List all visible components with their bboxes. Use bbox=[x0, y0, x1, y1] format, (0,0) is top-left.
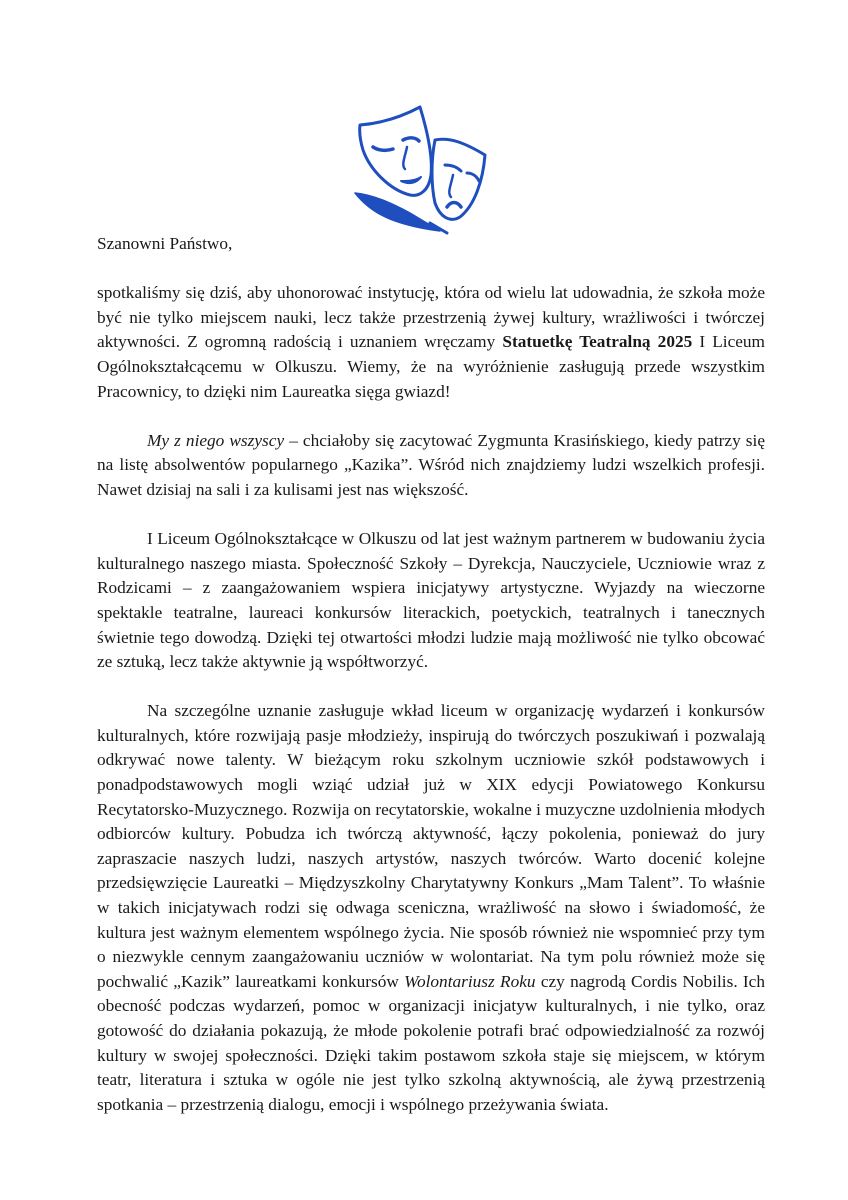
salutation: Szanowni Państwo, bbox=[97, 234, 233, 253]
bold-text: Statuetkę Teatralną 2025 bbox=[502, 332, 693, 352]
letter-body bbox=[97, 232, 765, 1142]
paragraph-text: Na szczególne uznanie zasługuje wkład liceum w organizację wydarzeń i konkursów kulturalnych, które rozwijają pasje młodzieży, inspirują do twórczych poszukiwań i pozwalają odkrywać nowe talenty. W bieżącym roku szkolnym uczniowie szkół podstawowych i ponadpodstawowych mogli wziąć udział już w XIX edycji Powiatowego Konkursu Recytatorsko-Muzycznego. Rozwija on recytatorskie, wokalne i muzyczne uzdolnienia młodych odbiorców kultury. Pobudza ich twórczą aktywność, łączy pokolenia, ponieważ do jury zapraszacie naszych ludzi, naszych artystów, naszych twórców. Warto docenić kolejne przedsięwzięcie Laureatki – Międzyszkolny Charytatywny Konkurs „Mam Talent”. To właśnie w takich inicjatywach rodzi się odwaga sceniczna, wrażliwość na słowo i świadomość, że kultura jest ważnym elementem wspólnego życia. Nie sposób również nie wspomnieć przy tym o niezwykle cennym zaangażowaniu uczniów w wolontariat. Na tym polu również może się pochwalić „Kazik” laureatkami konkursów bbox=[97, 701, 765, 991]
paragraph bbox=[97, 699, 765, 1117]
paragraph bbox=[97, 429, 765, 503]
theatre-masks-icon bbox=[335, 95, 505, 235]
italic-text: Wolontariusz Roku bbox=[404, 971, 536, 991]
paragraph-text: I Liceum Ogólnokształcące w Olkuszu od lat jest ważnym partnerem w budowaniu życia kulturalnego naszego miasta. Społeczność Szkoły – Dyrekcja, Nauczyciele, Uczniowie wraz z Rodzicami – z zaangażowaniem wspiera inicjatywy artystyczne. Wyjazdy na wieczorne spektakle teatralne, laureaci konkursów literackich, poetyckich, teatralnych i tanecznych świetnie tego dowodzą. Dzięki tej otwartości młodzi ludzie mają możliwość nie tylko obcować ze sztuką, lecz także aktywnie ją współtworzyć. bbox=[97, 529, 765, 672]
paragraph bbox=[97, 281, 765, 404]
paragraph-text: czy nagrodą Cordis Nobilis. Ich obecność podczas wydarzeń, pomoc w organizacji inicjatyw kulturalnych, i nie tylko, oraz gotowość do działania pokazują, że młode pokolenie potrafi brać odpowiedzialność za rozwój kultury w swojej społeczności. Dzięki takim postawom szkoła staje się miejscem, w którym teatr, literatura i sztuka w ogóle nie jest tylko szkolną aktywnością, ale żywą przestrzenią spotkania – przestrzenią dialogu, emocji i wspólnego przeżywania świata. bbox=[97, 971, 765, 1114]
paragraph bbox=[97, 527, 765, 675]
paragraph-text: – chciałoby się zacytować Zygmunta Krasińskiego, kiedy patrzy się na listę absolwentów popularnego „Kazika”. Wśród nich znajdziemy ludzi wszelkich profesji. Nawet dzisiaj na sali i za kulisami jest nas większość. bbox=[97, 430, 766, 499]
paragraph-text: I Liceum Ogólnokształcącemu w Olkuszu. Wiemy, że na wyróżnienie zasługują przede wszystkim Pracownicy, to dzięki nim Laureatka sięga gwiazd! bbox=[97, 332, 765, 401]
theatre-masks-logo bbox=[335, 95, 505, 235]
paragraph-text: spotkaliśmy się dziś, aby uhonorować instytucję, która od wielu lat udowadnia, że szkoła może być nie tylko miejscem nauki, lecz także przestrzenią żywej kultury, wrażliwości i twórczej aktywności. Z ogromną radością i uznaniem wręczamy bbox=[97, 283, 765, 352]
italic-text: My z niego wszyscy bbox=[147, 430, 285, 450]
paragraphs bbox=[97, 281, 765, 1117]
